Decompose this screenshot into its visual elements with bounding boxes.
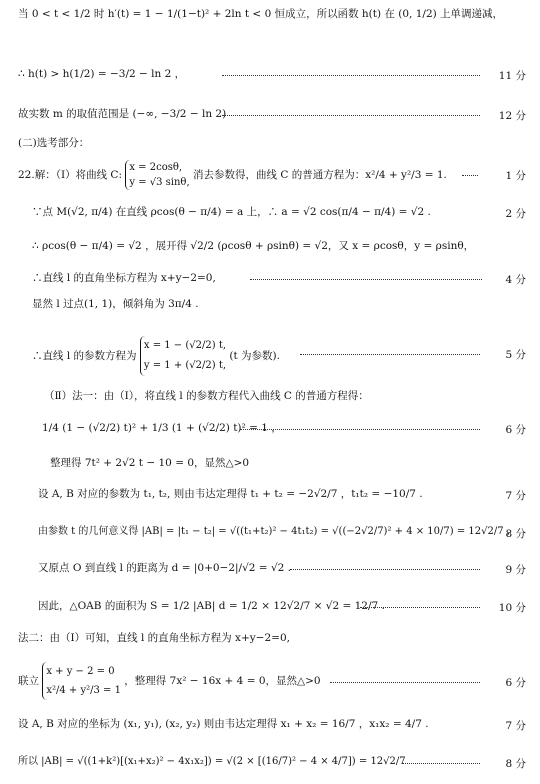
distance-line: 又原点 O 到直线 l 的距离为 d = |0+0−2|/√2 = √2 . [38,562,291,574]
join-sys-1: x + y − 2 = 0 [46,666,115,677]
dot-leader [462,175,478,176]
vieta2-line: 设 A, B 对应的坐标为 (x₁, y₁), (x₂, y₂) 则由韦达定理得 x₁ + x₂ = 16/7 ，x₁x₂ = 4/7 . [18,718,429,730]
score-10: 10 分 [498,602,526,614]
join-tail: ，整理得 7x² − 16x + 4 = 0，显然△>0 [124,675,321,687]
score-6b: 6 分 [505,677,526,689]
text-line-1: 当 0 < t < 1/2 时 h′(t) = 1 − 1/(1−t)² + 2ln t < 0 恒成立，所以函数 h(t) 在 (0, 1/2) 上单调递减， [18,8,504,20]
score-11: 11 分 [498,70,526,82]
dot-leader [402,763,480,764]
area-line: 因此，△OAB 的面积为 S = 1/2 |AB| d = 1/2 × 12√2/7 × √2 = 12/7 . [38,600,385,612]
param-sys-2: y = 1 + (√2/2) t, [143,360,227,371]
vieta-line: 设 A, B 对应的参数为 t₁, t₂, 则由韦达定理得 t₁ + t₂ = −2√2/7 ，t₁t₂ = −10/7 . [38,488,423,500]
join-system [42,662,121,700]
score-6a: 6 分 [505,424,526,436]
dot-leader [222,75,480,76]
param-line [32,336,280,376]
score-7b: 7 分 [505,720,526,732]
dot-leader [360,607,480,608]
score-9: 9 分 [505,564,526,576]
dot-leader [250,279,482,280]
q22-sys-1: x = 2cosθ, [129,162,183,173]
score-7a: 7 分 [505,490,526,502]
dot-leader [330,682,480,683]
param-system [140,336,226,376]
dot-leader [222,115,480,116]
param-tail: (t 为参数). [229,350,280,362]
score-4: 4 分 [505,274,526,286]
param-label: ∴直线 l 的参数方程为 [32,350,137,362]
part2-line: （Ⅱ）法一：由（Ⅰ），将直线 l 的参数方程代入曲线 C 的普通方程得： [44,390,369,402]
q22-line [18,160,447,190]
score-8a: 8 分 [505,528,526,540]
expand-line: ∴ ρcos(θ − π/4) = √2 ，展开得 √2/2 (ρcosθ + ρsinθ) = √2，又 x = ρcosθ，y = ρsinθ， [32,240,475,252]
text-line-3: 故实数 m 的取值范围是 (−∞, −3/2 − ln 2) [18,108,227,120]
section-heading: (二)选考部分： [18,137,90,149]
point-line: ∵点 M(√2, π/4) 在直线 ρcos(θ − π/4) = a 上，∴ a = √2 cos(π/4 − π/4) = √2 . [32,206,431,218]
dot-leader [300,354,480,355]
score-5: 5 分 [505,349,526,361]
q22-label: 22.解：（Ⅰ）将曲线 C: [18,169,123,181]
q22-rest: 消去参数得，曲线 C 的普通方程为：x²/4 + y²/3 = 1. [192,169,447,181]
cartesian-line: ∴直线 l 的直角坐标方程为 x+y−2=0, [32,272,216,284]
dot-leader [240,429,480,430]
substitution-line: 1/4 (1 − (√2/2) t)² + 1/3 (1 + (√2/2) t)² = 1 ， [42,422,282,434]
join-sys-2: x²/4 + y²/3 = 1 [46,685,121,696]
param-sys-1: x = 1 − (√2/2) t, [143,340,227,351]
text-line-2: ∴ h(t) > h(1/2) = −3/2 − ln 2 ， [18,68,186,80]
q22-sys-2: y = √3 sinθ, [129,177,190,188]
join-label: 联立 [18,675,39,687]
ab2-line: 所以 |AB| = √((1+k²)[(x₁+x₂)² − 4x₁x₂]) = √(2 × [(16/7)² − 4 × 4/7]) = 12√2/7 [18,756,406,767]
score-12: 12 分 [498,110,526,122]
ab-line: 由参数 t 的几何意义得 |AB| = |t₁ − t₂| = √((t₁+t₂)² − 4t₁t₂) = √((−2√2/7)² + 4 × 10/7) = 12√2/7 , [38,526,510,537]
join-line [18,662,321,700]
q22-system [125,160,189,190]
angle-line: 显然 l 过点(1, 1)，倾斜角为 3π/4 . [32,298,199,310]
score-2: 2 分 [505,208,526,220]
dot-leader [290,569,480,570]
simplify-line: 整理得 7t² + 2√2 t − 10 = 0，显然△>0 [50,457,250,469]
score-8b: 8 分 [505,758,526,770]
method2-line: 法二：由（Ⅰ）可知，直线 l 的直角坐标方程为 x+y−2=0, [18,632,290,644]
score-1: 1 分 [505,170,526,182]
